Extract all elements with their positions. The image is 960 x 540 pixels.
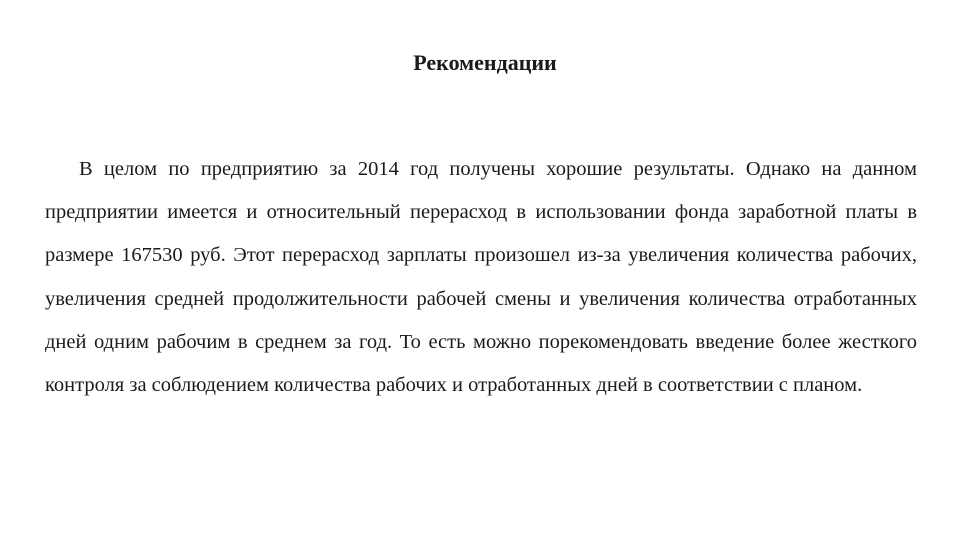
slide-title: Рекомендации <box>413 50 557 75</box>
recommendation-paragraph: В целом по предприятию за 2014 год получены хорошие результаты. Однако на данном предприятии имеется и относительный перерасход в использовании фонда заработной платы в размере 167530 руб. Этот перерасход зарплаты произошел из-за увеличения количества рабочих, увеличения средней продолжительности рабочей смены и увеличения количества отработанных дней одним рабочим в среднем за год. То есть можно порекомендовать введение более жесткого контроля за соблюдением количества рабочих и отработанных дней в соответствии с планом. <box>45 158 917 397</box>
